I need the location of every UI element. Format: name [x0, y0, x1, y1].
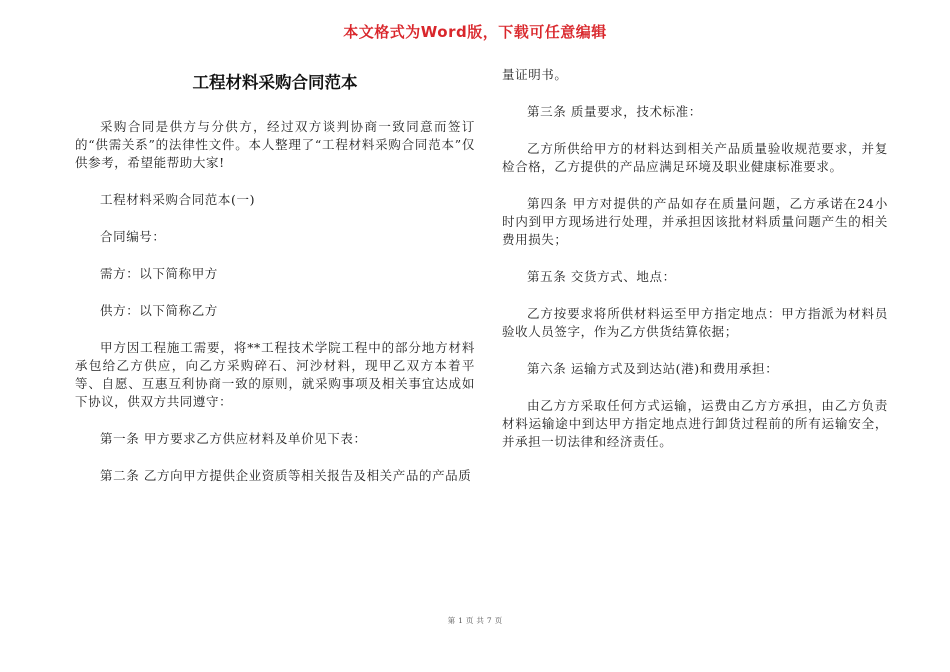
paragraph: 第六条 运输方式及到达站(港)和费用承担： — [527, 361, 779, 376]
paragraph: 工程材料采购合同范本(一) — [100, 192, 256, 207]
paragraph: 供方：以下简称乙方 — [100, 303, 218, 318]
paragraph: 由乙方方采取任何方式运输，运费由乙方方承担，由乙方负责材料运输途中到达甲方指定地点进行卸货过程前的所有运输安全，并承担一切法律和经济责任。 — [502, 398, 888, 449]
paragraph: 采购合同是供方与分供方，经过双方谈判协商一致同意而签订的“供需关系”的法律性文件。本人整理了“工程材料采购合同范本”仅供参考，希望能帮助大家! — [75, 119, 475, 170]
paragraph: 乙方所供给甲方的材料达到相关产品质量验收规范要求，并复检合格，乙方提供的产品应满足环境及职业健康标准要求。 — [502, 141, 888, 174]
right-text-column — [502, 66, 888, 451]
paragraph: 合同编号： — [100, 229, 166, 244]
paragraph: 第五条 交货方式、地点： — [527, 269, 676, 284]
paragraph: 甲方因工程施工需要，将**工程技术学院工程中的部分地方材料承包给乙方供应，向乙方采购碎石、河沙材料，现甲乙双方本着平等、自愿、互惠互利协商一致的原则，就采购事项及相关事宜达成如下协议，供双方共同遵守： — [75, 340, 475, 409]
document-title: 工程材料采购合同范本 — [192, 73, 358, 92]
paragraph: 第三条 质量要求，技术标准： — [527, 104, 702, 119]
page-number-footer: 第 1 页 共 7 页 — [447, 616, 503, 625]
paragraph: 乙方按要求将所供材料运至甲方指定地点：甲方指派为材料员验收人员签字，作为乙方供货结算依据； — [502, 306, 888, 339]
word-format-banner: 本文格式为Word版，下载可任意编辑 — [343, 23, 607, 41]
paragraph: 第二条 乙方向甲方提供企业资质等相关报告及相关产品的产品质 — [100, 468, 472, 483]
paragraph: 第一条 甲方要求乙方供应材料及单价见下表： — [100, 431, 367, 446]
paragraph: 量证明书。 — [502, 67, 568, 82]
paragraph: 需方：以下简称甲方 — [100, 266, 218, 281]
left-text-column — [75, 118, 475, 485]
paragraph: 第四条 甲方对提供的产品如存在质量问题，乙方承诺在24小时内到甲方现场进行处理，并承担因该批材料质量问题产生的相关费用损失； — [502, 196, 888, 247]
